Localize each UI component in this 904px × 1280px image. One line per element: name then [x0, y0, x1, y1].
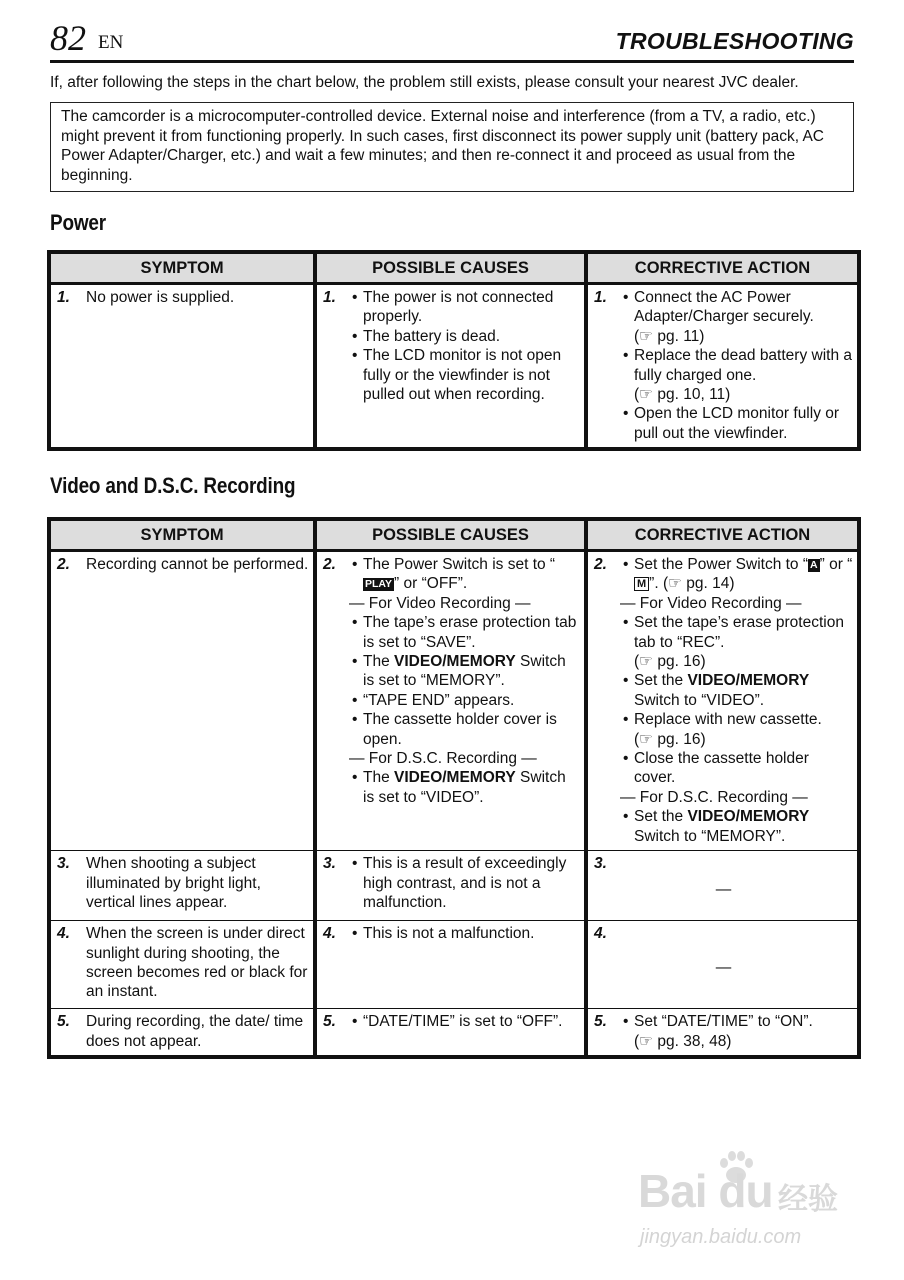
auto-mode-icon: A — [810, 559, 818, 571]
row-number: 4. — [323, 925, 336, 943]
row-number: 2. — [323, 556, 336, 573]
cause-item: • The LCD monitor is not open fully or the viewfinder is not pulled out when recording. — [352, 347, 562, 404]
action-item: • Replace with new cassette. (☞ pg. 16) — [623, 711, 822, 748]
row-number: 5. — [57, 1013, 70, 1031]
symptom-text: During recording, the date/ time does not appear. — [86, 1013, 304, 1050]
symptom-text: Recording cannot be performed. — [86, 556, 309, 573]
action-item: • Set the VIDEO/MEMORY Switch to “MEMORY”. — [623, 808, 810, 845]
table-row — [49, 851, 859, 921]
cause-item: • The Power Switch is set to “PLAY ” or “OFF”. — [352, 556, 556, 593]
row-number: 4. — [594, 925, 607, 943]
symptom-text: When the screen is under direct sunlight during shooting, the screen becomes red or black for an instant. — [86, 925, 308, 1001]
cause-item: • The VIDEO/MEMORY Switch is set to “VIDEO”. — [352, 769, 566, 806]
watermark-cn: 经验 — [778, 1183, 838, 1216]
row-number: 3. — [323, 855, 336, 873]
action-item: • Set the VIDEO/MEMORY Switch to “VIDEO”. — [623, 672, 810, 709]
row-number: 3. — [57, 855, 70, 873]
section-title-video: Video and D.S.C. Recording — [50, 473, 296, 498]
cause-item: • The tape’s erase protection tab is set to “SAVE”. — [352, 614, 577, 651]
action-item: • Set the tape’s erase protection tab to “REC”. (☞ pg. 16) — [623, 614, 844, 671]
page-header — [50, 20, 854, 63]
no-action-dash: — — [715, 958, 732, 976]
symptom-header: SYMPTOM — [49, 252, 315, 284]
row-number: 5. — [323, 1013, 336, 1031]
cause-item: • The battery is dead. — [352, 327, 500, 345]
watermark-url: jingyan.baidu.com — [640, 1226, 802, 1248]
action-header: CORRECTIVE ACTION — [586, 519, 859, 551]
action-item: • Set the Power Switch to “ A ” or “M ”. (☞ pg. 14) — [623, 556, 853, 593]
cause-item: • “DATE/TIME” is set to “OFF”. — [352, 1013, 563, 1031]
no-action-dash: — — [715, 880, 732, 898]
cause-item: • “TAPE END” appears. — [352, 691, 515, 709]
symptom-text: No power is supplied. — [86, 289, 235, 306]
action-item: • Connect the AC Power Adapter/Charger securely. (☞ pg. 11) — [623, 289, 814, 345]
cause-item: • The cassette holder cover is open. — [352, 711, 557, 748]
table-row — [49, 1009, 859, 1057]
language-label: EN — [98, 32, 124, 53]
video-table — [47, 517, 861, 1059]
row-number: 3. — [594, 855, 607, 873]
page-reference: (☞ pg. 10, 11) — [634, 386, 731, 404]
causes-header: POSSIBLE CAUSES — [315, 252, 586, 284]
table-row — [49, 551, 859, 851]
action-header: CORRECTIVE ACTION — [586, 252, 859, 284]
cause-item: • This is not a malfunction. — [352, 925, 535, 943]
action-item: • Open the LCD monitor fully or pull out the viewfinder. — [623, 405, 840, 442]
power-table — [47, 250, 861, 451]
subheading: — For D.S.C. Recording — — [349, 750, 537, 768]
action-item: • Replace the dead battery with a fully charged one. (☞ pg. 10, 11) — [623, 347, 852, 404]
intro-text: If, after following the steps in the chart below, the problem still exists, please consult your nearest JVC dealer. — [50, 74, 799, 91]
subheading: — For D.S.C. Recording — — [620, 788, 808, 806]
symptom-text: When shooting a subject illuminated by bright light, vertical lines appear. — [86, 855, 261, 911]
section-title-power: Power — [50, 210, 106, 235]
cause-item: • The VIDEO/MEMORY Switch is set to “MEMORY”. — [352, 653, 566, 690]
page-reference: (☞ pg. 16) — [634, 653, 706, 671]
row-number: 1. — [323, 289, 336, 306]
subheading: — For Video Recording — — [620, 594, 802, 612]
action-item: • Set “DATE/TIME” to “ON”. (☞ pg. 38, 48) — [623, 1013, 813, 1050]
action-item: • Close the cassette holder cover. — [623, 750, 809, 787]
row-number: 1. — [594, 289, 607, 306]
row-number: 5. — [594, 1013, 607, 1031]
cause-item: • This is a result of exceedingly high contrast, and is not a malfunction. — [352, 855, 567, 911]
page-reference: (☞ pg. 38, 48) — [634, 1032, 732, 1050]
baidu-watermark — [638, 1148, 870, 1260]
page-reference: (☞ pg. 16) — [634, 730, 706, 748]
causes-header: POSSIBLE CAUSES — [315, 519, 586, 551]
row-number: 4. — [57, 925, 70, 943]
row-number: 1. — [57, 289, 70, 306]
notice-box: The camcorder is a microcomputer-controlled device. External noise and interference (from a TV, a radio, etc.) might prevent it from functioning properly. In such cases, first disconnect its power supply unit (battery pack, AC Power Adapter/Charger, etc.) and wait a few minutes; and then re-connect it and proceed as usual from the beginning. — [50, 102, 854, 192]
cause-item: • The power is not connected properly. — [352, 289, 554, 326]
page-title: TROUBLESHOOTING — [615, 28, 854, 54]
play-mode-icon: PLAY — [365, 578, 393, 591]
manual-mode-icon: M — [634, 577, 649, 591]
row-number: 2. — [57, 556, 70, 573]
table-row — [49, 284, 859, 450]
row-number: 2. — [594, 556, 607, 573]
table-row — [49, 921, 859, 1009]
symptom-header: SYMPTOM — [49, 519, 315, 551]
page-number: 82 — [50, 18, 86, 58]
page-reference: (☞ pg. 11) — [634, 327, 705, 345]
subheading: — For Video Recording — — [349, 594, 531, 612]
watermark-brand: Bai du — [638, 1165, 773, 1217]
